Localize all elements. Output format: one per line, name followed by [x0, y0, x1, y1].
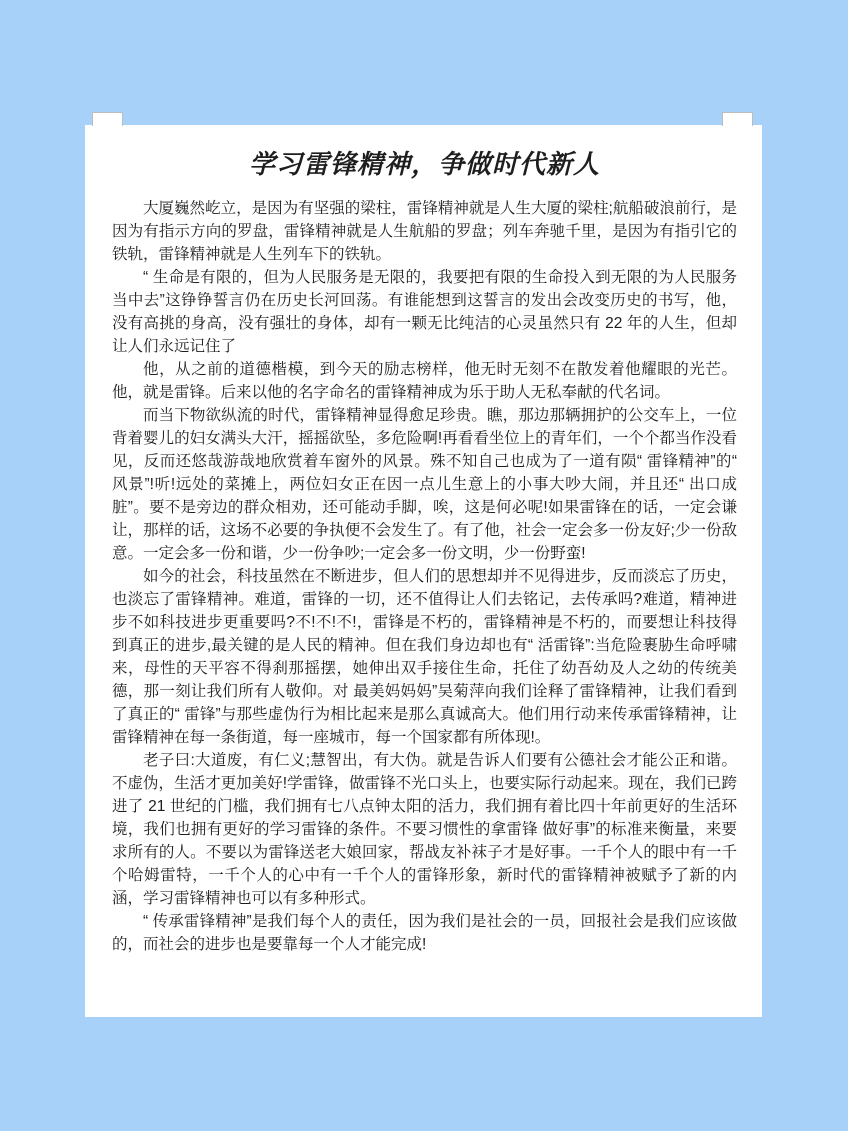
essay-paragraph: 老子曰:大道废，有仁义;慧智出，有大伪。就是告诉人们要有公德社会才能公正和谐。不虚伪，生活才更加美好!学雷锋，做雷锋不光口头上，也要实际行动起来。现在，我们已跨进了 21 世纪的门槛，我们拥有七八点钟太阳的活力，我们拥有着比四十年前更好的生活环境，我们也拥有更好的学习雷锋的条件。不要习惯性的拿雷锋 做好事”的标准来衡量，来要求所有的人。不要以为雷锋送老大娘回家，帮战友补袜子才是好事。一千个人的眼中有一千个哈姆雷特，一千个人的心中有一千个人的雷锋形象，新时代的雷锋精神被赋予了新的内涵，学习雷锋精神也可以有多种形式。 [112, 752, 737, 907]
essay-title: 学习雷锋精神，争做时代新人 [248, 149, 600, 179]
essay-paragraph: “ 生命是有限的，但为人民服务是无限的，我要把有限的生命投入到无限的为人民服务当中去”这铮铮誓言仍在历史长河回荡。有谁能想到这誓言的发出会改变历史的书写，他，没有高挑的身高，没有强壮的身体，却有一颗无比纯洁的心灵虽然只有 22 年的人生，但却让人们永远记住了 [112, 269, 737, 355]
essay-paragraph: 他，从之前的道德楷模，到今天的励志榜样，他无时无刻不在散发着他耀眼的光芒。他，就是雷锋。后来以他的名字命名的雷锋精神成为乐于助人无私奉献的代名词。 [112, 361, 737, 401]
essay-paragraph: “ 传承雷锋精神”是我们每个人的责任，因为我们是社会的一员，回报社会是我们应该做的，而社会的进步也是要靠每一个人才能完成! [112, 913, 737, 953]
essay-paragraph: 如今的社会，科技虽然在不断进步，但人们的思想却并不见得进步，反而淡忘了历史，也淡忘了雷锋精神。难道，雷锋的一切，还不值得让人们去铭记，去传承吗?难道，精神进步不如科技进步更重要吗?不!不!不!，雷锋是不朽的，雷锋精神是不朽的，而要想让科技得到真正的进步,最关键的是人民的精神。但在我们身边却也有“ 活雷锋”:当危险裹胁生命呼啸来，母性的天平容不得刹那摇摆，她伸出双手接住生命，托住了幼吾幼及人之幼的传统美德，那一刻让我们所有人敬仰。对 最美妈妈妈”吴菊萍向我们诠释了雷锋精神，让我们看到了真正的“ 雷锋”与那些虚伪行为相比起来是那么真诚高大。他们用行动来传承雷锋精神，让雷锋精神在每一条街道，每一座城市，每一个国家都有所体现!。 [112, 568, 737, 746]
essay-paragraph: 大厦巍然屹立，是因为有坚强的梁柱，雷锋精神就是人生大厦的梁柱;航船破浪前行，是因为有指示方向的罗盘，雷锋精神就是人生航船的罗盘；列车奔驰千里，是因为有指引它的铁轨，雷锋精神就是人生列车下的铁轨。 [112, 200, 737, 263]
essay-paragraph: 而当下物欲纵流的时代，雷锋精神显得愈足珍贵。瞧，那边那辆拥护的公交车上，一位背着婴儿的妇女满头大汗，摇摇欲坠，多危险啊!再看看坐位上的青年们，一个个都当作没看见，反而还悠哉游哉地欣赏着车窗外的风景。殊不知自己也成为了一道有陨“ 雷锋精神”的“ 风景”!听!远处的菜摊上，两位妇女正在因一点儿生意上的小事大吵大闹，并且还“ 出口成脏”。要不是旁边的群众相劝，还可能动手脚，唉，这是何必呢!如果雷锋在的话，一定会谦让，那样的话，这场不必要的争执便不会发生了。有了他，社会一定会多一份友好;少一份敌意。一定会多一份和谐，少一份争吵;一定会多一份文明，少一份野蛮! [112, 407, 737, 562]
page-corner-tab-right [722, 112, 753, 126]
document-page [85, 125, 762, 1017]
page-content [85, 125, 762, 956]
page-corner-tab-left [92, 112, 123, 126]
